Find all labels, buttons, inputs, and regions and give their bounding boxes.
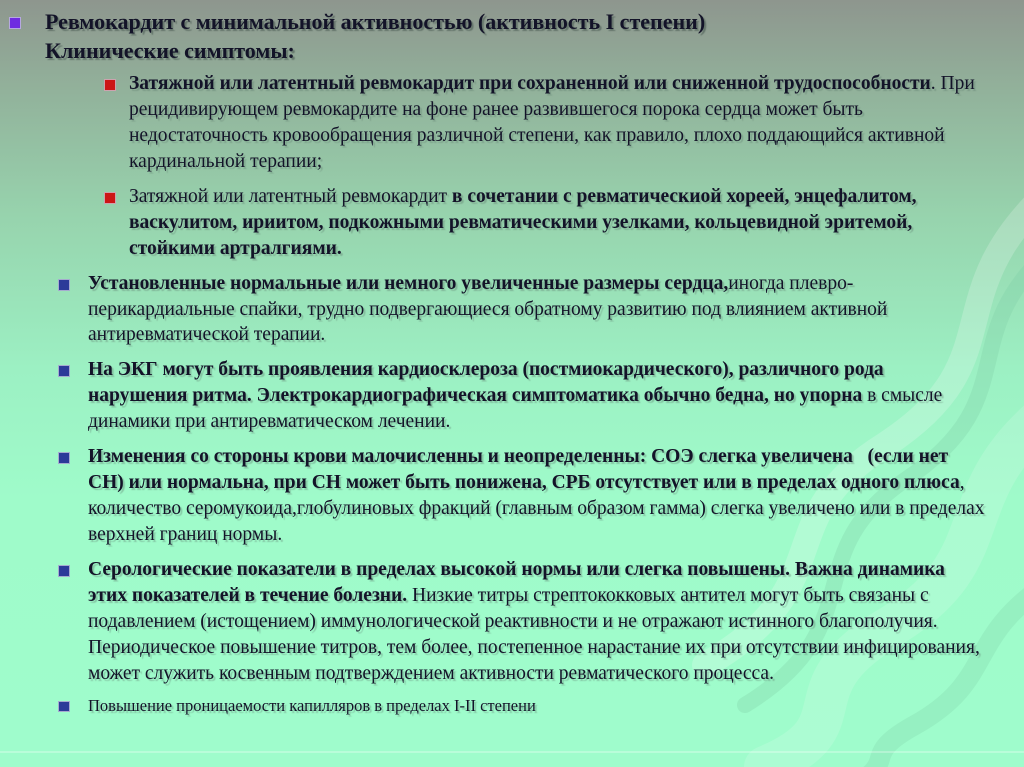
bold-run: Установленные нормальные или немного увеличенные размеры сердца, xyxy=(88,272,729,294)
bullet-square-icon xyxy=(58,565,70,577)
title-bullet-square-icon xyxy=(9,17,21,29)
regular-run: Затяжной или латентный ревмокардит xyxy=(129,185,452,207)
regular-run: . При рецидивирующем ревмокардите на фоне ранее развившегося порока сердца может быть недостаточность кровообращения различной степени, как правило, плохо поддающийся активной кардинальной терапии; xyxy=(129,73,980,172)
bullet-square-icon xyxy=(58,279,70,291)
bullet-item xyxy=(58,271,986,349)
bold-run: Серологические показатели в пределах высокой нормы или слегка повышены. Важна динамика этих показателей в течение болезни. xyxy=(88,558,950,606)
bullet-item xyxy=(104,184,986,262)
bullet-square-icon xyxy=(104,192,116,204)
bullet-square-icon xyxy=(104,79,116,91)
bold-run: На ЭКГ могут быть проявления кардиосклероза (постмиокардического), различного рода нарушения ритма. Электрокардиографическая симптоматика обычно бедна, но упорна xyxy=(88,359,889,407)
bold-run: в сочетании с ревматическиой хореей, энцефалитом, васкулитом, ириитом, подкожными ревматическими узелками, кольцевидной эритемой, стойкими артралгиями. xyxy=(129,185,922,259)
slide-title xyxy=(9,8,986,65)
bold-run: Изменения со стороны крови малочисленны и неопределенны: СОЭ слегка увеличена (если нет СН) или нормальна, при СН может быть понижена, СРБ отсутствует или в пределах одного плюса xyxy=(88,446,960,494)
page-title xyxy=(45,8,705,65)
regular-run: иногда плевро-перикардиальные спайки, трудно подвергающиеся обратному развитию под влиянием активной антиревматической терапии. xyxy=(88,272,893,346)
bullet-text xyxy=(129,184,986,262)
bullet-square-icon xyxy=(58,365,70,377)
bullet-text xyxy=(88,271,986,349)
bullet-text xyxy=(88,357,986,435)
bold-run: Затяжной или латентный ревмокардит при сохраненной или сниженной трудоспособности xyxy=(129,73,931,95)
regular-run: в смысле динамики при антиревматическом лечении. xyxy=(88,385,948,433)
bullet-item xyxy=(58,695,986,717)
bullet-text xyxy=(88,695,536,717)
title-line-2: Клинические симптомы: xyxy=(45,37,295,63)
bullet-item xyxy=(58,444,990,548)
bullet-item xyxy=(104,71,986,175)
regular-run: , количество серомукоида,глобулиновых фракций (главным образом гамма) слегка увеличено или в пределах верхней границ нормы. xyxy=(88,472,990,545)
bullet-square-icon xyxy=(58,701,70,712)
bullet-list xyxy=(0,71,990,717)
bullet-item xyxy=(58,557,986,687)
regular-run: Повышение проницаемости капилляров в пределах I-II степени xyxy=(88,696,536,716)
regular-run: Низкие титры стрептококковых антител могут быть связаны с подавлением (истощением) иммунологической реактивности и не отражают истинного благополучия. Периодическое повышение титров, тем более, постепенное нарастание их при отсутствии инфицирования, может служить косвенным подтверждением активности ревматического процесса. xyxy=(88,584,985,684)
bullet-text xyxy=(88,557,986,687)
bullet-item xyxy=(58,357,986,435)
bullet-square-icon xyxy=(58,452,70,464)
bullet-text xyxy=(88,444,990,548)
title-line-1: Ревмокардит с минимальной активностью (активность I степени) xyxy=(45,9,706,34)
bullet-text xyxy=(129,71,986,175)
